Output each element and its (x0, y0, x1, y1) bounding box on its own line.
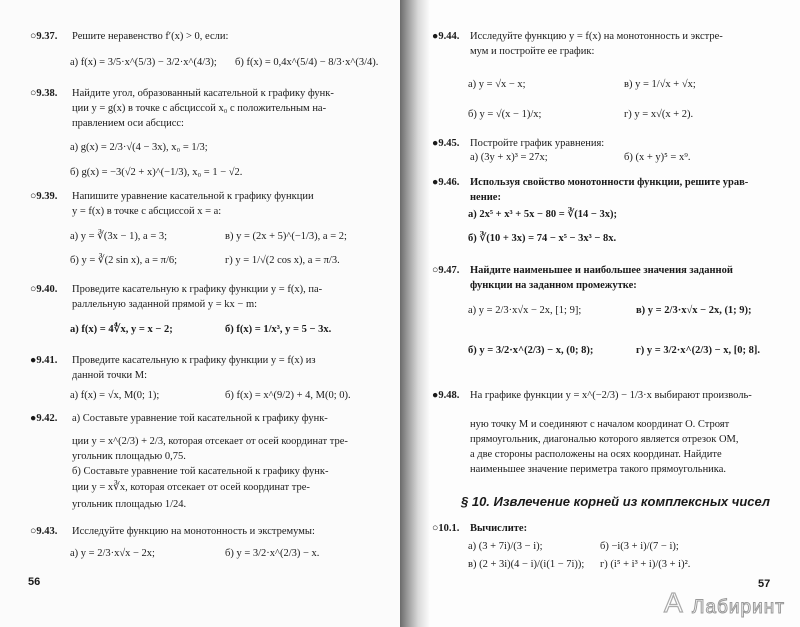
problem-item: б) f(x) = 0,4x^(5/4) − 8/3·x^(3/4). (235, 57, 379, 68)
problem-text: y = f(x) в точке с абсциссой x = a: (72, 206, 222, 217)
problem-number: ●9.41. (30, 355, 58, 366)
problem-text: Исследуйте функцию на монотонность и экстремумы: (72, 526, 315, 537)
problem-item: в) (2 + 3i)(4 − i)/(i(1 − 7i)); (468, 559, 585, 570)
problem-text: данной точки M: (72, 370, 148, 381)
problem-item: б) (x + y)⁵ = x⁹. (624, 152, 691, 163)
problem-text: раллельную заданной прямой y = kx − m: (72, 299, 258, 310)
problem-item: а) f(x) = 3/5·x^(5/3) − 3/2·x^(4/3); (70, 57, 217, 68)
problem-text: б) Составьте уравнение той касательной к графику функ- (72, 466, 329, 477)
problem-text: Проведите касательную к графику функции y = f(x), па- (72, 284, 323, 295)
watermark: Лабиринт (692, 597, 785, 618)
problem-item: а) y = 2/3·x√x − 2x; (70, 548, 155, 559)
problem-item: б) −i(3 + i)/(7 − i); (600, 541, 679, 552)
problem-item: а) f(x) = 4∜x, y = x − 2; (70, 324, 173, 335)
problem-item: в) y = 2/3·x√x − 2x, (1; 9); (636, 305, 752, 316)
problem-text: ции y = x^(2/3) + 2/3, которая отсекает от осей координат тре- (72, 436, 348, 447)
problem-text: а две стороны расположены на осях координат. Найдите (470, 449, 722, 460)
problem-text: На графике функции y = x^(−2/3) − 1/3·x выбирают произволь- (470, 390, 752, 401)
problem-item: а) 2x⁵ + x³ + 5x − 80 = ∛(14 − 3x); (468, 209, 617, 220)
section-heading: § 10. Извлечение корней из комплексных чисел (461, 494, 770, 509)
problem-item: б) y = 3/2·x^(2/3) − x. (225, 548, 320, 559)
problem-text: Используя свойство монотонности функции, решите урав- (470, 177, 749, 188)
problem-number: ○9.39. (30, 191, 58, 202)
problem-number: ○10.1. (432, 523, 460, 534)
problem-text: правлением оси абсцисс: (72, 118, 184, 129)
page-number: 56 (28, 576, 41, 588)
problem-item: а) (3 + 7i)/(3 − i); (468, 541, 543, 552)
page-number: 57 (758, 578, 771, 590)
problem-item: б) y = √(x − 1)/x; (468, 109, 542, 120)
watermark-logo-icon: A (664, 587, 683, 618)
problem-item: а) g(x) = 2/3·√(4 − 3x), x₀ = 1/3; (70, 142, 208, 153)
problem-text: мум и постройте ее график: (470, 46, 595, 57)
problem-item: б) g(x) = −3(√2 + x)^(−1/3), x₀ = 1 − √2. (70, 167, 243, 178)
problem-number: ○9.38. (30, 88, 58, 99)
problem-item: а) y = √x − x; (468, 79, 526, 90)
problem-item: в) y = 1/√x + √x; (624, 79, 696, 90)
problem-number: ●9.48. (432, 390, 460, 401)
problem-item: а) f(x) = √x, M(0; 1); (70, 390, 160, 401)
problem-item: б) f(x) = x^(9/2) + 4, M(0; 0). (225, 390, 351, 401)
problem-number: ○9.43. (30, 526, 58, 537)
problem-item: б) y = ∛(2 sin x), a = π/6; (70, 255, 178, 266)
problem-number: ○9.47. (432, 265, 460, 276)
problem-text: Напишите уравнение касательной к графику функции (72, 191, 314, 202)
problem-text: ции y = g(x) в точке с абсциссой x₀ с положительным на- (72, 103, 327, 114)
problem-item: а) y = 2/3·x√x − 2x, [1; 9]; (468, 305, 582, 316)
problem-number: ●9.46. (432, 177, 460, 188)
problem-text: нение: (470, 192, 501, 203)
problem-text: угольник площадью 0,75. (72, 451, 186, 462)
problem-item: г) y = 3/2·x^(2/3) − x, [0; 8]. (636, 345, 761, 356)
problem-item: б) y = 3/2·x^(2/3) − x, (0; 8); (468, 345, 594, 356)
problem-item: г) y = 1/√(2 cos x), a = π/3. (225, 255, 340, 266)
problem-text: Решите неравенство f′(x) > 0, если: (72, 31, 229, 42)
problem-number: ●9.44. (432, 31, 460, 42)
problem-number: ●9.42. (30, 413, 58, 424)
problem-text: ции y = x∛x, которая отсекает от осей координат тре- (72, 482, 310, 493)
problem-item: г) (i⁵ + i³ + i)/(3 + i)². (600, 559, 691, 570)
problem-number: ○9.37. (30, 31, 58, 42)
problem-item: а) y = ∛(3x − 1), a = 3; (70, 231, 168, 242)
problem-number: ○9.40. (30, 284, 58, 295)
problem-text: Найдите наименьшее и наибольшее значения заданной (470, 265, 733, 276)
book-gutter-shadow (400, 0, 430, 627)
problem-text: Вычислите: (470, 523, 528, 534)
problem-text: Проведите касательную к графику функции y = f(x) из (72, 355, 316, 366)
problem-item: б) f(x) = 1/x³, y = 5 − 3x. (225, 324, 332, 335)
problem-number: ●9.45. (432, 138, 460, 149)
problem-text: а) Составьте уравнение той касательной к графику функ- (72, 413, 328, 424)
problem-text: ную точку M и соединяют с началом координат O. Строят (470, 419, 730, 430)
problem-text: наименьшее значение периметра такого прямоугольника. (470, 464, 727, 475)
problem-item: б) ∛(10 + 3x) = 74 − x⁵ − 3x³ − 8x. (468, 233, 617, 244)
problem-item: а) (3y + x)³ = 27x; (470, 152, 548, 163)
problem-text: угольник площадью 1/24. (72, 499, 187, 510)
problem-item: в) y = (2x + 5)^(−1/3), a = 2; (225, 231, 347, 242)
problem-text: Исследуйте функцию y = f(x) на монотонность и экстре- (470, 31, 723, 42)
problem-text: функции на заданном промежутке: (470, 280, 637, 291)
problem-text: Постройте график уравнения: (470, 138, 605, 149)
problem-item: г) y = x√(x + 2). (624, 109, 694, 120)
problem-text: Найдите угол, образованный касательной к графику функ- (72, 88, 334, 99)
problem-text: прямоугольник, диагональю которого является отрезок OM, (470, 434, 739, 445)
